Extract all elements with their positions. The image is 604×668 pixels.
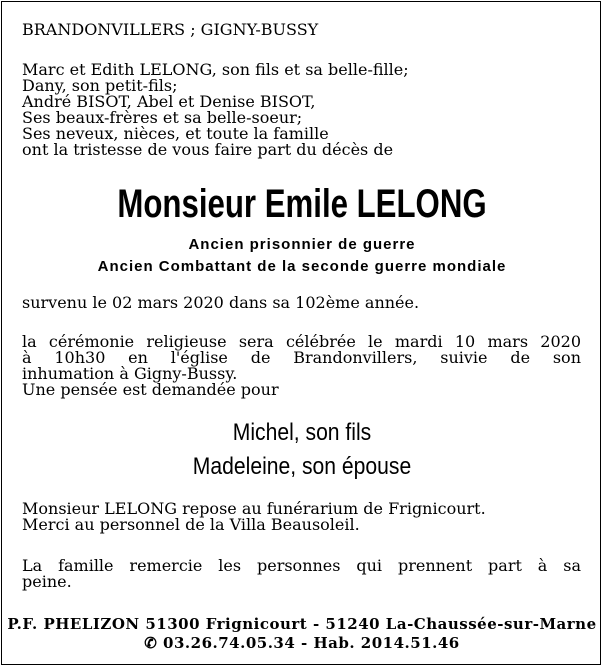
ceremony-line: la cérémonie religieuse sera célébrée le mardi 10 mars 2020 [22, 332, 581, 351]
death-date: survenu le 02 mars 2020 dans sa 102ème année. [22, 293, 420, 312]
family-line: Ses neveux, nièces, et toute la famille [22, 124, 329, 143]
family-line: Dany, son petit-fils; [22, 76, 178, 95]
footer-funeral-home: P.F. PHELIZON 51300 Frignicourt - 51240 La-Chaussée-sur-Marne [7, 615, 597, 633]
notice-line: Monsieur LELONG repose au funérarium de Frignicourt. [22, 499, 486, 518]
family-line: Ses beaux-frères et sa belle-soeur; [22, 108, 303, 127]
remembered-son: Michel, son fils [232, 419, 372, 446]
notice-line: Merci au personnel de la Villa Beausoleil. [22, 515, 360, 534]
ceremony-line: Une pensée est demandée pour [22, 380, 279, 399]
family-line: André BISOT, Abel et Denise BISOT, [22, 92, 316, 111]
ceremony-line: à 10h30 en l'église de Brandonvillers, suivie de son [22, 348, 581, 367]
header-places: BRANDONVILLERS ; GIGNY-BUSSY [22, 20, 319, 39]
family-line: ont la tristesse de vous faire part du décès de [22, 140, 394, 159]
ceremony-line: inhumation à Gigny-Bussy. [22, 364, 238, 383]
remembered-wife: Madeleine, son épouse [192, 453, 412, 480]
deceased-name: Monsieur Emile LELONG [117, 182, 487, 226]
deceased-title-prisoner: Ancien prisonnier de guerre [188, 236, 416, 253]
family-line: Marc et Edith LELONG, son fils et sa belle-fille; [22, 60, 409, 79]
deceased-title-veteran: Ancien Combattant de la seconde guerre mondiale [97, 258, 507, 275]
thanks-line: peine. [22, 572, 72, 591]
footer-contact: ✆ 03.26.74.05.34 - Hab. 2014.51.46 [144, 634, 460, 652]
thanks-line: La famille remercie les personnes qui prennent part à sa [22, 556, 581, 575]
